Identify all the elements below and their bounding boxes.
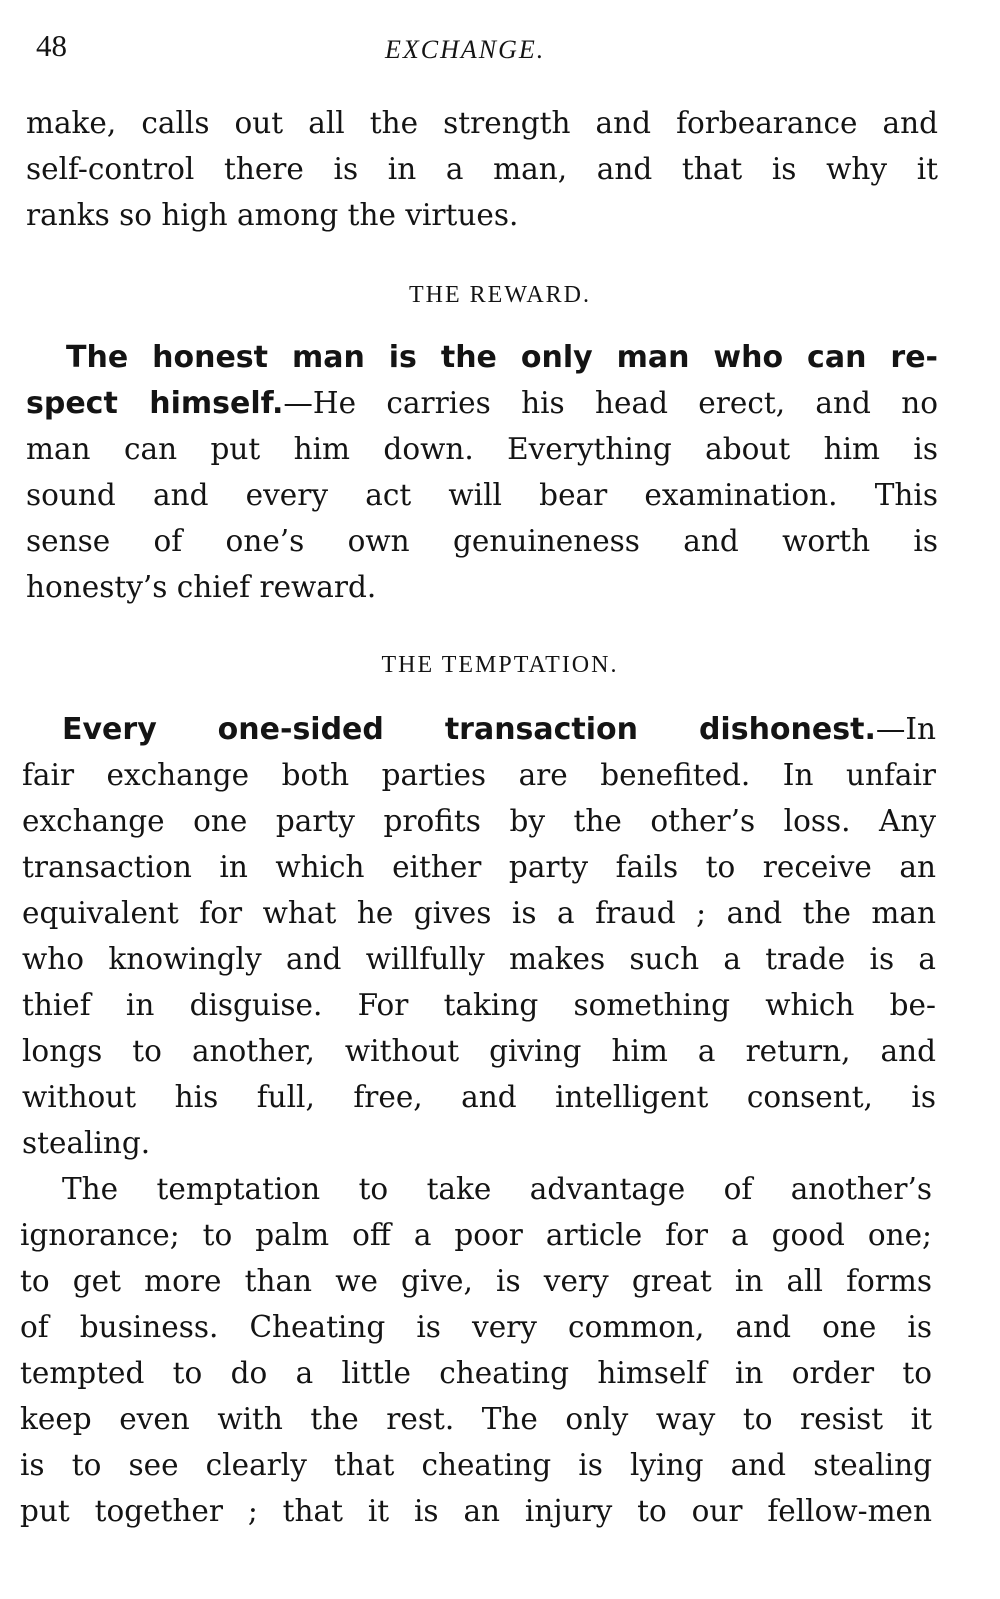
page-number: 48: [36, 28, 67, 63]
text-line: thief in disguise. For taking something which be-: [22, 988, 936, 1022]
reward-paragraph: [26, 334, 938, 610]
temptation-paragraph-2: [20, 1166, 932, 1534]
text-line: put together ; that it is an injury to our fellow-men: [20, 1494, 932, 1528]
text-line: self-control there is in a man, and that is why it: [26, 152, 938, 186]
text-line: The temptation to take advantage of another’s: [62, 1172, 932, 1206]
text-line: who knowingly and willfully makes such a trade is a: [22, 942, 936, 976]
text-line: ignorance; to palm off a poor article for a good one;: [20, 1218, 932, 1252]
text-line: equivalent for what he gives is a fraud ; and the man: [22, 896, 936, 930]
running-title: EXCHANGE.: [385, 35, 546, 64]
text-line: man can put him down. Everything about him is: [26, 432, 938, 466]
text-line: longs to another, without giving him a return, and: [22, 1034, 936, 1068]
text-line: is to see clearly that cheating is lying and stealing: [20, 1448, 932, 1482]
text-line: [22, 706, 936, 752]
text-line: sound and every act will bear examination. This: [26, 478, 938, 512]
text-line: [26, 380, 938, 426]
temptation-paragraph-1: [22, 706, 936, 1166]
text-line: sense of one’s own genuineness and worth is: [26, 524, 938, 558]
run-in-heading-cont: spect himself.: [26, 386, 284, 421]
text-line: exchange one party profits by the other’s loss. Any: [22, 804, 936, 838]
text-line: tempted to do a little cheating himself in order to: [20, 1356, 932, 1390]
text-line: ranks so high among the virtues.: [26, 198, 519, 232]
text-run: —He carries his head erect, and no: [283, 386, 938, 420]
intro-paragraph: [26, 100, 938, 238]
text-line: keep even with the rest. The only way to resist it: [20, 1402, 932, 1436]
text-line: fair exchange both parties are benefited. In unfair: [22, 758, 936, 792]
text-line: honesty’s chief reward.: [26, 570, 377, 604]
running-head: [30, 26, 950, 66]
run-in-heading: Every one-sided transaction dishonest.: [62, 712, 876, 747]
text-line: of business. Cheating is very common, and one is: [20, 1310, 932, 1344]
section-heading-reward: THE REWARD.: [409, 282, 591, 308]
text-line: to get more than we give, is very great in all forms: [20, 1264, 932, 1298]
text-line: make, calls out all the strength and forbearance and: [26, 106, 938, 140]
section-heading-temptation: THE TEMPTATION.: [381, 652, 619, 678]
text-line: without his full, free, and intelligent consent, is: [22, 1080, 936, 1114]
text-line: stealing.: [22, 1126, 151, 1160]
text-line: transaction in which either party fails to receive an: [22, 850, 936, 884]
text-line: [26, 334, 938, 380]
text-run: —In: [875, 712, 936, 746]
run-in-heading: The honest man is the only man who can re-: [66, 340, 938, 375]
